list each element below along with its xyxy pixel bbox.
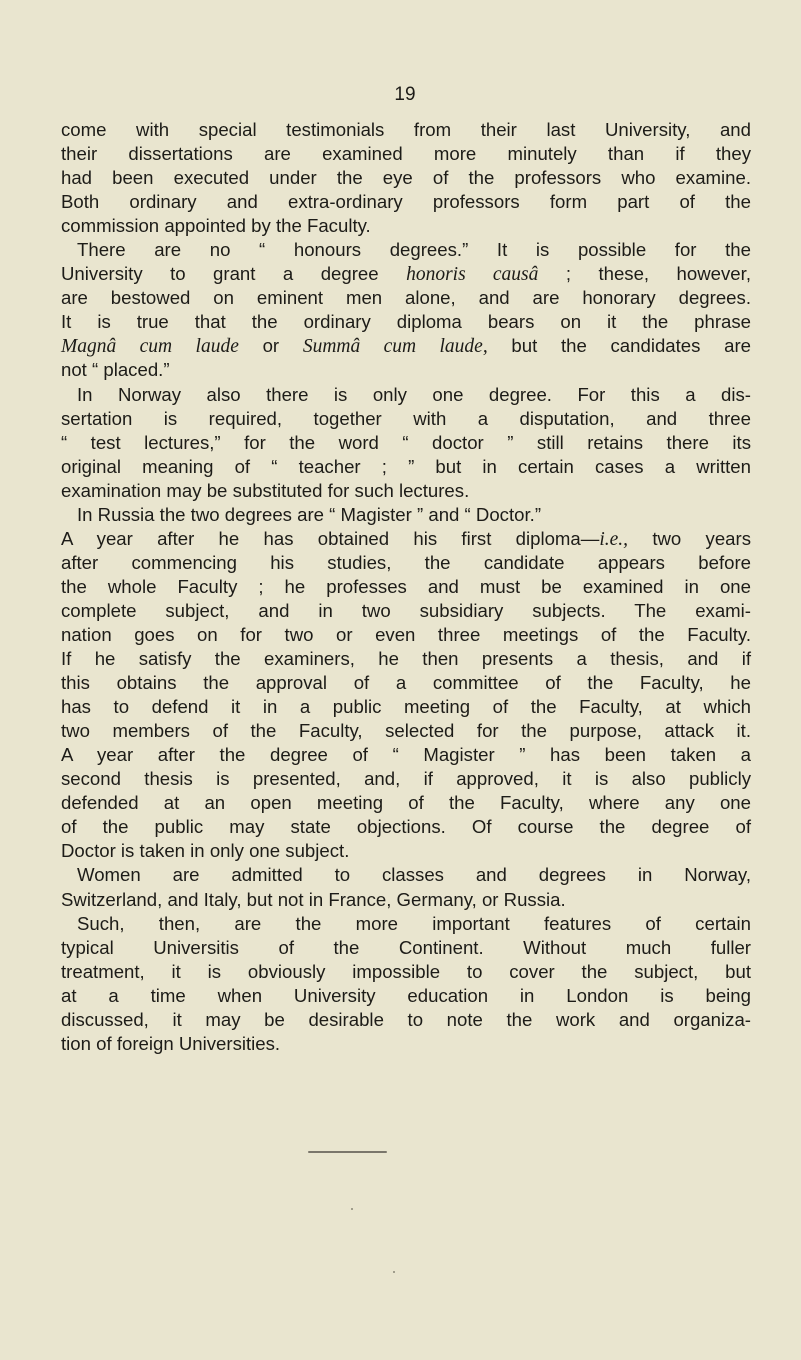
text-line: are bestowed on eminent men alone, and are honorary degrees.: [61, 287, 751, 309]
italic-phrase: Magnâ cum laude: [61, 336, 239, 358]
text-line: has to defend it in a public meeting of the Faculty, at which: [61, 696, 751, 718]
italic-phrase: honoris causâ: [406, 264, 539, 286]
paragraph-start-line: In Norway also there is only one degree. For this a dis-: [77, 383, 751, 405]
paragraph-start-line: Women are admitted to classes and degrees in Norway,: [77, 864, 751, 886]
italic-phrase: i.e.,: [599, 528, 629, 550]
text-line: complete subject, and in two subsidiary subjects. The exami-: [61, 599, 751, 621]
text-line: at a time when University education in London is being: [61, 984, 751, 1006]
paper-speck: [393, 1271, 395, 1273]
paragraph-start-line: In Russia the two degrees are “ Magister ” and “ Doctor.”: [77, 503, 542, 525]
paper-speck: [351, 1208, 353, 1210]
text-line: [61, 527, 751, 551]
text-line: two members of the Faculty, selected for the purpose, attack it.: [61, 720, 751, 742]
text-line: Both ordinary and extra-ordinary professors form part of the: [61, 191, 751, 213]
text-segment: or: [262, 335, 280, 357]
text-line: discussed, it may be desirable to note the work and organiza-: [61, 1008, 751, 1030]
text-line: Switzerland, and Italy, but not in France, Germany, or Russia.: [61, 888, 566, 910]
text-line: this obtains the approval of a committee of the Faculty, he: [61, 672, 751, 694]
text-line: typical Universitis of the Continent. Without much fuller: [61, 936, 751, 958]
paragraph-start-line: There are no “ honours degrees.” It is possible for the: [77, 239, 751, 261]
text-line: sertation is required, together with a disputation, and three: [61, 407, 751, 429]
text-line: [61, 262, 751, 286]
text-line: after commencing his studies, the candidate appears before: [61, 551, 751, 573]
text-line: treatment, it is obviously impossible to cover the subject, but: [61, 960, 751, 982]
text-line: not “ placed.”: [61, 359, 170, 381]
text-segment: University to grant a degree: [61, 263, 379, 285]
text-line: [61, 334, 751, 358]
text-line: their dissertations are examined more minutely than if they: [61, 143, 751, 165]
text-line: Doctor is taken in only one subject.: [61, 840, 350, 862]
text-line: It is true that the ordinary diploma bears on it the phrase: [61, 311, 751, 333]
page-number: 19: [394, 84, 416, 105]
text-segment: but the candidates are: [511, 335, 752, 357]
end-rule-divider: [308, 1151, 387, 1153]
paragraph-start-line: Such, then, are the more important features of certain: [77, 912, 751, 934]
text-line: had been executed under the eye of the professors who examine.: [61, 167, 751, 189]
text-line: tion of foreign Universities.: [61, 1032, 281, 1054]
text-line: defended at an open meeting of the Faculty, where any one: [61, 792, 751, 814]
text-line: commission appointed by the Faculty.: [61, 215, 371, 237]
text-line: the whole Faculty ; he professes and must be examined in one: [61, 575, 751, 597]
text-line: of the public may state objections. Of course the degree of: [61, 816, 751, 838]
text-line: nation goes on for two or even three meetings of the Faculty.: [61, 623, 751, 645]
text-line: second thesis is presented, and, if approved, it is also publicly: [61, 768, 751, 790]
text-line: If he satisfy the examiners, he then presents a thesis, and if: [61, 648, 751, 670]
text-line: come with special testimonials from their last University, and: [61, 119, 751, 140]
text-line: A year after the degree of “ Magister ” has been taken a: [61, 744, 751, 766]
body-text: [61, 118, 751, 1056]
italic-phrase: Summâ cum laude,: [302, 336, 488, 358]
text-segment: A year after he has obtained his first diploma—: [61, 527, 600, 549]
text-line: “ test lectures,” for the word “ doctor ” still retains there its: [61, 431, 751, 453]
text-segment: two years: [652, 527, 751, 549]
text-line: original meaning of “ teacher ; ” but in certain cases a written: [61, 455, 751, 477]
text-segment: ; these, however,: [565, 263, 751, 285]
text-line: examination may be substituted for such lectures.: [61, 479, 470, 501]
